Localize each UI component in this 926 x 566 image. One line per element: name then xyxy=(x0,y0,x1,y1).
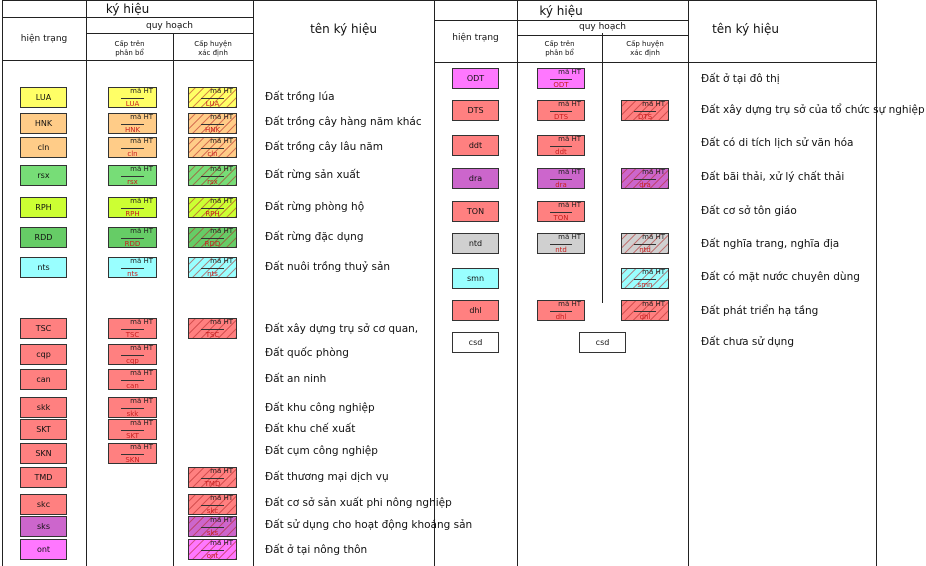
current-symbol: nts xyxy=(20,257,67,278)
symbol-name: Đất rừng phòng hộ xyxy=(265,201,365,213)
current-symbol: cqp xyxy=(20,344,67,365)
plan-symbol xyxy=(188,113,237,134)
plan-symbol-ma-ht: mã HT xyxy=(558,135,581,143)
table-border-right xyxy=(876,0,877,566)
current-symbol: smn xyxy=(452,268,499,289)
plan-symbol-code: ntd xyxy=(555,246,567,254)
plan-symbol-line xyxy=(201,527,224,528)
plan-symbol-ma-ht: mã HT xyxy=(210,165,233,173)
plan-symbol xyxy=(108,443,157,464)
plan-symbol-line xyxy=(634,279,656,280)
header-divider xyxy=(688,62,876,63)
plan-symbol xyxy=(108,318,157,339)
symbol-name: Đất trồng cây hàng năm khác xyxy=(265,116,422,128)
plan-symbol-ma-ht: mã HT xyxy=(642,300,665,308)
plan-symbol-line xyxy=(634,244,656,245)
plan-symbol-line xyxy=(121,454,144,455)
plan-symbol-code: ddt xyxy=(555,148,567,156)
header-ten-ky-hieu: tên ký hiệu xyxy=(310,22,377,36)
header-divider xyxy=(86,33,253,34)
symbol-name: Đất thương mại dịch vụ xyxy=(265,471,389,483)
symbol-name: Đất nuôi trồng thuỷ sản xyxy=(265,261,391,273)
plan-symbol xyxy=(108,227,157,248)
plan-symbol-line xyxy=(121,176,144,177)
plan-symbol-ma-ht: mã HT xyxy=(210,467,233,475)
current-symbol: SKT xyxy=(20,419,67,440)
plan-symbol-line xyxy=(201,238,224,239)
current-symbol: skc xyxy=(20,494,67,515)
header-cap-tren: Cấp trên phân bổ xyxy=(114,40,145,57)
column-divider xyxy=(173,33,174,566)
current-symbol: DTS xyxy=(452,100,499,121)
symbol-name: Đất ở tại đô thị xyxy=(701,73,780,85)
plan-symbol-line xyxy=(634,311,656,312)
plan-symbol-code: dhl xyxy=(555,313,567,321)
plan-symbol-line xyxy=(550,146,572,147)
plan-symbol-ma-ht: mã HT xyxy=(210,539,233,547)
current-symbol: RPH xyxy=(20,197,67,218)
header-ky-hieu-right: ký hiệu xyxy=(539,4,583,18)
header-hien-trang: hiện trạng xyxy=(20,34,68,44)
symbol-name: Đất bãi thải, xử lý chất thải xyxy=(701,171,845,183)
plan-symbol-ma-ht: mã HT xyxy=(642,268,665,276)
current-symbol: TMD xyxy=(20,467,67,488)
plan-symbol xyxy=(108,113,157,134)
plan-symbol-line xyxy=(121,98,144,99)
plan-symbol-line xyxy=(550,311,572,312)
symbol-name: Đất trồng lúa xyxy=(265,91,335,103)
plan-symbol xyxy=(108,165,157,186)
plan-symbol xyxy=(108,344,157,365)
plan-symbol-code: TSC xyxy=(125,331,140,339)
current-symbol: csd xyxy=(452,332,499,353)
plan-symbol-line xyxy=(121,148,144,149)
symbol-name: Đất khu chế xuất xyxy=(265,423,356,435)
plan-symbol-code: nts xyxy=(127,270,138,278)
plan-symbol-code: RDD xyxy=(204,240,221,248)
plan-symbol-code: ont xyxy=(206,552,219,560)
plan-symbol-ma-ht: mã HT xyxy=(210,318,233,326)
plan-symbol-ma-ht: mã HT xyxy=(210,197,233,205)
current-symbol: SKN xyxy=(20,443,67,464)
current-symbol: dra xyxy=(452,168,499,189)
plan-symbol-ma-ht: mã HT xyxy=(210,227,233,235)
plan-symbol xyxy=(621,168,669,189)
plan-symbol-code: LUA xyxy=(205,100,220,108)
plan-symbol-line xyxy=(121,268,144,269)
plan-symbol-code: SKT xyxy=(126,432,139,440)
table-border-left xyxy=(2,0,3,566)
plan-symbol-code: cqp xyxy=(126,357,139,365)
plan-symbol xyxy=(188,197,237,218)
plan-symbol-line xyxy=(121,329,144,330)
plan-symbol-line xyxy=(121,238,144,239)
plan-symbol xyxy=(621,268,669,289)
plan-symbol-ma-ht: mã HT xyxy=(130,197,153,205)
plan-symbol-code: TSC xyxy=(205,331,220,339)
column-divider xyxy=(602,33,603,303)
plan-symbol-line xyxy=(550,179,572,180)
plan-symbol-line xyxy=(121,355,144,356)
plan-symbol-code: SKN xyxy=(125,456,140,464)
plan-symbol-code: cln xyxy=(207,150,218,158)
symbol-name: Đất quốc phòng xyxy=(265,347,349,359)
current-symbol: sks xyxy=(20,516,67,537)
plan-symbol-line xyxy=(201,505,224,506)
plan-symbol-code: sks xyxy=(206,529,219,537)
plan-symbol-ma-ht: mã HT xyxy=(642,168,665,176)
current-symbol: can xyxy=(20,369,67,390)
plan-symbol-line xyxy=(634,179,656,180)
plan-symbol xyxy=(188,467,237,488)
plan-symbol xyxy=(108,257,157,278)
current-symbol: skk xyxy=(20,397,67,418)
symbol-name: Đất rừng sản xuất xyxy=(265,169,360,181)
symbol-name: Đất cơ sở tôn giáo xyxy=(701,205,797,217)
header-hien-trang-right: hiện trạng xyxy=(452,33,499,43)
plan-symbol xyxy=(108,419,157,440)
plan-symbol-line xyxy=(201,208,224,209)
plan-symbol-ma-ht: mã HT xyxy=(558,68,581,76)
symbol-name: Đất chưa sử dụng xyxy=(701,336,794,348)
plan-symbol-code: ODT xyxy=(553,81,569,89)
plan-symbol-ma-ht: mã HT xyxy=(130,257,153,265)
plan-symbol-code: RPH xyxy=(125,210,140,218)
plan-symbol xyxy=(537,135,585,156)
plan-symbol xyxy=(188,539,237,560)
header-ten-ky-hieu-right: tên ký hiệu xyxy=(712,22,779,36)
column-divider xyxy=(253,0,254,566)
column-divider xyxy=(434,0,435,566)
symbol-name: Đất xây dựng trụ sở của tổ chức sự nghiệp xyxy=(701,104,925,116)
symbol-name: Đất cụm công nghiệp xyxy=(265,445,378,457)
header-divider xyxy=(2,17,253,18)
current-symbol: rsx xyxy=(20,165,67,186)
plan-symbol-ma-ht: mã HT xyxy=(130,227,153,235)
symbol-name: Đất có di tích lịch sử văn hóa xyxy=(701,137,854,149)
symbol-name: Đất ở tại nông thôn xyxy=(265,544,368,556)
current-symbol: TSC xyxy=(20,318,67,339)
plan-symbol-ma-ht: mã HT xyxy=(642,233,665,241)
plan-symbol-code: DTS xyxy=(553,113,569,121)
plan-symbol xyxy=(621,233,669,254)
symbol-name: Đất khu công nghiệp xyxy=(265,402,375,414)
symbol-name: Đất phát triển hạ tầng xyxy=(701,305,819,317)
plan-symbol-ma-ht: mã HT xyxy=(130,113,153,121)
plan-symbol xyxy=(188,257,237,278)
plan-symbol xyxy=(537,233,585,254)
plan-symbol xyxy=(108,397,157,418)
plan-symbol-code: rsx xyxy=(127,178,138,186)
current-symbol: dhl xyxy=(452,300,499,321)
plan-symbol-code: HNK xyxy=(124,126,141,134)
plan-symbol xyxy=(108,197,157,218)
plan-symbol-line xyxy=(201,329,224,330)
header-ky-hieu: ký hiệu xyxy=(105,2,150,16)
plan-symbol xyxy=(108,137,157,158)
plan-symbol-code: smn xyxy=(637,281,653,289)
plan-symbol-code: HNK xyxy=(204,126,221,134)
plan-symbol-ma-ht: mã HT xyxy=(130,318,153,326)
plan-symbol-ma-ht: mã HT xyxy=(130,419,153,427)
header-cap-huyen-right: Cấp huyện xác định xyxy=(626,40,664,57)
plan-symbol: csd xyxy=(579,332,626,353)
plan-symbol-ma-ht: mã HT xyxy=(210,516,233,524)
current-symbol: TON xyxy=(452,201,499,222)
table-border-top xyxy=(2,0,876,1)
plan-symbol xyxy=(537,68,585,89)
plan-symbol-ma-ht: mã HT xyxy=(130,165,153,173)
plan-symbol xyxy=(537,300,585,321)
plan-symbol-code: ntd xyxy=(639,246,651,254)
plan-symbol-code: cln xyxy=(127,150,138,158)
current-symbol: LUA xyxy=(20,87,67,108)
plan-symbol-ma-ht: mã HT xyxy=(558,201,581,209)
plan-symbol-ma-ht: mã HT xyxy=(558,168,581,176)
plan-symbol-code: RPH xyxy=(205,210,220,218)
plan-symbol-line xyxy=(550,79,572,80)
plan-symbol-line xyxy=(201,478,224,479)
symbol-name: Đất có mặt nước chuyên dùng xyxy=(701,271,860,283)
header-quy-hoach-right: quy hoạch xyxy=(579,22,626,32)
plan-symbol-line xyxy=(201,176,224,177)
plan-symbol-code: skc xyxy=(206,507,219,515)
column-divider xyxy=(86,0,87,566)
plan-symbol-ma-ht: mã HT xyxy=(130,137,153,145)
plan-symbol-line xyxy=(550,111,572,112)
symbol-name: Đất rừng đặc dụng xyxy=(265,231,364,243)
header-cap-tren-right: Cấp trên phân bổ xyxy=(544,40,575,57)
plan-symbol-code: skk xyxy=(126,410,139,418)
header-quy-hoach: quy hoạch xyxy=(146,21,193,31)
plan-symbol-code: LUA xyxy=(125,100,140,108)
current-symbol: ddt xyxy=(452,135,499,156)
plan-symbol-ma-ht: mã HT xyxy=(130,443,153,451)
plan-symbol xyxy=(537,201,585,222)
symbol-name: Đất sử dụng cho hoạt động khoáng sản xyxy=(265,519,473,531)
plan-symbol-code: dra xyxy=(639,181,651,189)
plan-symbol xyxy=(188,137,237,158)
plan-symbol-ma-ht: mã HT xyxy=(130,397,153,405)
plan-symbol-line xyxy=(201,148,224,149)
plan-symbol-code: rsx xyxy=(207,178,218,186)
plan-symbol-code: dra xyxy=(555,181,567,189)
current-symbol: RDD xyxy=(20,227,67,248)
plan-symbol-code: DTS xyxy=(637,113,653,121)
header-divider xyxy=(434,20,688,21)
plan-symbol-line xyxy=(550,244,572,245)
plan-symbol-line xyxy=(121,408,144,409)
plan-symbol-line xyxy=(121,124,144,125)
symbol-name: Đất nghĩa trang, nghĩa địa xyxy=(701,238,840,250)
plan-symbol-ma-ht: mã HT xyxy=(558,300,581,308)
plan-symbol-line xyxy=(201,124,224,125)
plan-symbol-code: TMD xyxy=(204,480,221,488)
header-divider xyxy=(517,35,688,36)
symbol-name: Đất cơ sở sản xuất phi nông nghiệp xyxy=(265,497,452,509)
plan-symbol-code: nts xyxy=(207,270,218,278)
plan-symbol-code: TON xyxy=(553,214,569,222)
current-symbol: ODT xyxy=(452,68,499,89)
plan-symbol xyxy=(188,87,237,108)
plan-symbol-ma-ht: mã HT xyxy=(130,369,153,377)
plan-symbol-code: can xyxy=(126,382,139,390)
current-symbol: ont xyxy=(20,539,67,560)
plan-symbol-line xyxy=(201,268,224,269)
plan-symbol-line xyxy=(634,111,656,112)
header-divider xyxy=(434,62,688,63)
plan-symbol-line xyxy=(121,430,144,431)
plan-symbol-ma-ht: mã HT xyxy=(210,87,233,95)
plan-symbol xyxy=(188,494,237,515)
column-divider xyxy=(688,0,689,566)
plan-symbol-line xyxy=(201,550,224,551)
plan-symbol xyxy=(188,318,237,339)
plan-symbol xyxy=(188,516,237,537)
plan-symbol-line xyxy=(121,208,144,209)
current-symbol: cln xyxy=(20,137,67,158)
plan-symbol xyxy=(621,300,669,321)
column-divider xyxy=(517,0,518,566)
plan-symbol-ma-ht: mã HT xyxy=(210,113,233,121)
current-symbol: ntd xyxy=(452,233,499,254)
plan-symbol-code: dhl xyxy=(639,313,651,321)
plan-symbol-code: RDD xyxy=(124,240,141,248)
header-divider xyxy=(2,60,253,61)
plan-symbol-ma-ht: mã HT xyxy=(130,87,153,95)
plan-symbol xyxy=(108,87,157,108)
plan-symbol xyxy=(188,227,237,248)
plan-symbol-ma-ht: mã HT xyxy=(558,233,581,241)
plan-symbol-line xyxy=(550,212,572,213)
symbol-name: Đất an ninh xyxy=(265,373,327,385)
plan-symbol-ma-ht: mã HT xyxy=(130,344,153,352)
plan-symbol-ma-ht: mã HT xyxy=(558,100,581,108)
symbol-name: Đất trồng cây lâu năm xyxy=(265,141,383,153)
header-cap-huyen: Cấp huyện xác định xyxy=(194,40,232,57)
plan-symbol xyxy=(621,100,669,121)
plan-symbol-ma-ht: mã HT xyxy=(210,137,233,145)
plan-symbol-line xyxy=(201,98,224,99)
plan-symbol-ma-ht: mã HT xyxy=(210,494,233,502)
plan-symbol-line xyxy=(121,380,144,381)
plan-symbol-ma-ht: mã HT xyxy=(210,257,233,265)
plan-symbol xyxy=(537,168,585,189)
plan-symbol xyxy=(537,100,585,121)
current-symbol: HNK xyxy=(20,113,67,134)
plan-symbol-ma-ht: mã HT xyxy=(642,100,665,108)
symbol-name: Đất xây dựng trụ sở cơ quan, xyxy=(265,323,419,335)
plan-symbol xyxy=(108,369,157,390)
plan-symbol xyxy=(188,165,237,186)
